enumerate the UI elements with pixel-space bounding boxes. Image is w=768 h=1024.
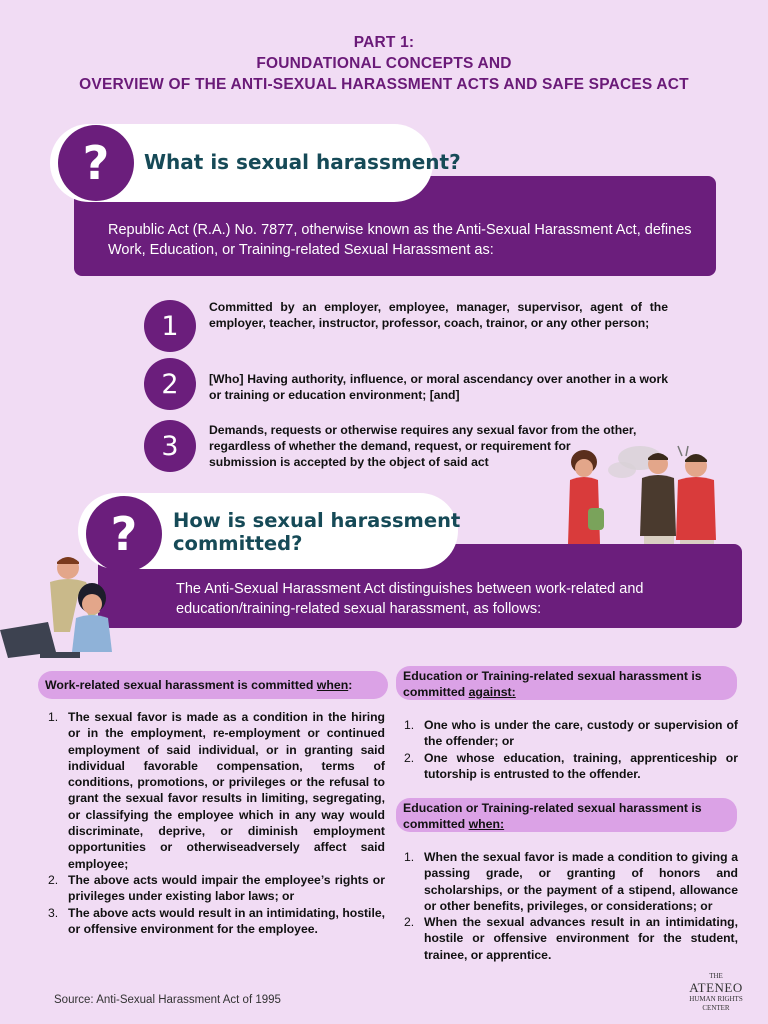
education-against-label-prefix: committed: [403, 685, 469, 699]
list-item: 2. The above acts would impair the employee’s rights or privileges under existing labor laws; or: [48, 872, 385, 904]
number-badge-2: 2: [144, 358, 196, 410]
education-against-label-line-1: Education or Training-related sexual harassment is: [403, 669, 702, 683]
education-when-label-key: when:: [468, 817, 505, 831]
title-line-2: FOUNDATIONAL CONCEPTS AND: [256, 55, 512, 72]
title-line-3: OVERVIEW OF THE ANTI-SEXUAL HARASSMENT ACTS AND SAFE SPACES ACT: [79, 76, 689, 93]
list-item: 3. The above acts would result in an intimidating, hostile, or offensive environment for the employee.: [48, 905, 385, 936]
source-citation: Source: Anti-Sexual Harassment Act of 1995: [54, 994, 281, 1006]
title-line-1: PART 1:: [353, 34, 415, 51]
number-badge-3: 3: [144, 420, 196, 472]
logo-top: THE: [709, 972, 723, 980]
education-when-label-line-1: Education or Training-related sexual harassment is: [403, 801, 702, 815]
ateneo-logo: [680, 972, 752, 1013]
gossip-illustration: [560, 440, 740, 550]
logo-main: ATENEO: [689, 980, 743, 995]
work-related-label: [38, 671, 388, 699]
list-item: 2. When the sexual advances result in an intimidating, hostile or offensive environment for the student, trainee, or apprentice.: [404, 915, 738, 962]
work-related-list: [48, 709, 385, 937]
work-related-label-key: when: [316, 678, 349, 692]
education-against-list: [404, 717, 738, 782]
education-when-list: [404, 849, 738, 963]
education-when-label-prefix: committed: [403, 817, 469, 831]
education-against-label: [396, 666, 737, 700]
work-related-label-suffix: :: [348, 678, 353, 692]
number-badge-1: 1: [144, 300, 196, 352]
office-illustration: [0, 552, 140, 662]
list-item: 2. One whose education, training, apprenticeship or tutorship is entrusted to the offender.: [404, 750, 738, 781]
logo-line-2: HUMAN RIGHTS: [689, 995, 743, 1003]
list-item: 1. One who is under the care, custody or supervision of the offender; or: [404, 718, 738, 749]
education-when-label: [396, 798, 737, 832]
logo-line-3: CENTER: [702, 1004, 730, 1012]
definition-item-1: Committed by an employer, employee, manager, supervisor, agent of the employer, teacher, instructor, professor, coach, trainor, or any other person;: [209, 300, 668, 330]
how-is-heading-line-2: committed?: [173, 532, 303, 555]
list-item: 1. When the sexual favor is made a condition to giving a passing grade, or granting of honors and scholarships, or the payment of a stipend, allowance or other benefits, privileges, or considerations; or: [404, 850, 738, 913]
definition-item-3: Demands, requests or otherwise requires any sexual favor from the other, regardless of whether the demand, request, or requirement for submission is accepted by the object of said act: [209, 423, 637, 469]
education-against-label-key: against:: [468, 685, 516, 699]
list-item: 1. The sexual favor is made as a condition in the hiring or in the employment, re-employment or continued employment of said individual, or in granting said individual favorable compensation, terms of conditions, promotions, or privileges or the refusal to grant the sexual favor results in limiting, segregating, or classifying the employee which in any way would discriminate, deprive, or diminish employment opportunities or otherwiseadversely affect said employee;: [48, 710, 385, 871]
committed-intro-text: The Anti-Sexual Harassment Act distinguishes between work-related and education/training-related sexual harassment, as follows:: [176, 581, 644, 617]
how-is-heading: [173, 509, 460, 555]
definition-item-2: [Who] Having authority, influence, or moral ascendancy over another in a work or training or education environment; [and]: [209, 372, 668, 402]
definition-text: Republic Act (R.A.) No. 7877, otherwise known as the Anti-Sexual Harassment Act, defines Work, Education, or Training-related Sexual Harassment as:: [108, 222, 692, 258]
page-title: [0, 32, 768, 95]
work-related-label-prefix: Work-related sexual harassment is committed: [45, 678, 317, 692]
question-icon: ?: [58, 125, 134, 201]
question-icon: ?: [86, 496, 162, 572]
what-is-heading: What is sexual harassment?: [144, 150, 461, 174]
how-is-heading-line-1: How is sexual harassment: [173, 509, 461, 532]
